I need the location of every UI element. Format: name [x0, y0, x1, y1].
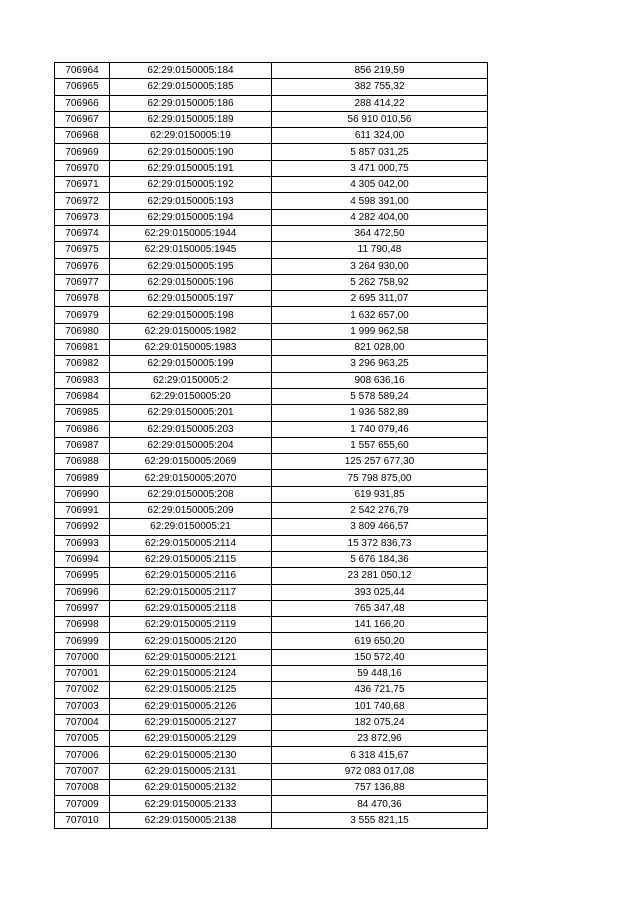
row-number-cell: 706969 — [55, 144, 110, 160]
table-row — [55, 682, 488, 698]
table-row — [55, 128, 488, 144]
cadastral-value-cell: 5 578 589,24 — [272, 388, 488, 404]
cadastral-value-cell: 23 281 050,12 — [272, 568, 488, 584]
row-number-cell: 707010 — [55, 812, 110, 828]
cadastral-value-cell: 23 872,96 — [272, 731, 488, 747]
cadastral-value-cell: 5 262 758,92 — [272, 274, 488, 290]
table-row — [55, 356, 488, 372]
row-number-cell: 706971 — [55, 177, 110, 193]
table-row — [55, 388, 488, 404]
cadastral-number-cell: 62:29:0150005:2131 — [110, 763, 272, 779]
table-row — [55, 372, 488, 388]
cadastral-value-cell: 364 472,50 — [272, 225, 488, 241]
cadastral-number-cell: 62:29:0150005:189 — [110, 111, 272, 127]
cadastral-value-cell: 4 282 404,00 — [272, 209, 488, 225]
cadastral-value-cell: 2 542 276,79 — [272, 503, 488, 519]
table-row — [55, 225, 488, 241]
table-row — [55, 95, 488, 111]
table-row — [55, 731, 488, 747]
row-number-cell: 706991 — [55, 503, 110, 519]
cadastral-number-cell: 62:29:0150005:2127 — [110, 714, 272, 730]
row-number-cell: 706965 — [55, 79, 110, 95]
table-row — [55, 177, 488, 193]
cadastral-value-cell: 125 257 677,30 — [272, 454, 488, 470]
cadastral-number-cell: 62:29:0150005:2130 — [110, 747, 272, 763]
row-number-cell: 706964 — [55, 63, 110, 79]
cadastral-number-cell: 62:29:0150005:204 — [110, 437, 272, 453]
row-number-cell: 706989 — [55, 470, 110, 486]
cadastral-value-cell: 757 136,88 — [272, 780, 488, 796]
row-number-cell: 706984 — [55, 388, 110, 404]
row-number-cell: 706995 — [55, 568, 110, 584]
cadastral-number-cell: 62:29:0150005:2132 — [110, 780, 272, 796]
row-number-cell: 706978 — [55, 291, 110, 307]
cadastral-number-cell: 62:29:0150005:19 — [110, 128, 272, 144]
cadastral-number-cell: 62:29:0150005:2121 — [110, 649, 272, 665]
cadastral-number-cell: 62:29:0150005:185 — [110, 79, 272, 95]
table-row — [55, 79, 488, 95]
cadastral-number-cell: 62:29:0150005:195 — [110, 258, 272, 274]
row-number-cell: 706968 — [55, 128, 110, 144]
cadastral-value-cell: 2 695 311,07 — [272, 291, 488, 307]
cadastral-value-cell: 150 572,40 — [272, 649, 488, 665]
table-row — [55, 486, 488, 502]
cadastral-value-cell: 3 264 930,00 — [272, 258, 488, 274]
row-number-cell: 706998 — [55, 617, 110, 633]
table-row — [55, 144, 488, 160]
cadastral-value-cell: 1 557 655,60 — [272, 437, 488, 453]
cadastral-value-cell: 75 798 875,00 — [272, 470, 488, 486]
row-number-cell: 706988 — [55, 454, 110, 470]
table-row — [55, 470, 488, 486]
table-body — [55, 63, 488, 829]
cadastral-number-cell: 62:29:0150005:184 — [110, 63, 272, 79]
cadastral-number-cell: 62:29:0150005:2115 — [110, 551, 272, 567]
row-number-cell: 706973 — [55, 209, 110, 225]
cadastral-number-cell: 62:29:0150005:2129 — [110, 731, 272, 747]
cadastral-number-cell: 62:29:0150005:2069 — [110, 454, 272, 470]
cadastral-number-cell: 62:29:0150005:193 — [110, 193, 272, 209]
row-number-cell: 706970 — [55, 160, 110, 176]
cadastral-value-cell: 619 650,20 — [272, 633, 488, 649]
table-row — [55, 747, 488, 763]
cadastral-number-cell: 62:29:0150005:20 — [110, 388, 272, 404]
row-number-cell: 707001 — [55, 665, 110, 681]
table-row — [55, 258, 488, 274]
table-row — [55, 584, 488, 600]
row-number-cell: 707005 — [55, 731, 110, 747]
table-row — [55, 519, 488, 535]
table-row — [55, 193, 488, 209]
row-number-cell: 707000 — [55, 649, 110, 665]
cadastral-value-cell: 1 936 582,89 — [272, 405, 488, 421]
row-number-cell: 706980 — [55, 323, 110, 339]
table-row — [55, 568, 488, 584]
cadastral-number-cell: 62:29:0150005:2117 — [110, 584, 272, 600]
table-row — [55, 209, 488, 225]
table-row — [55, 812, 488, 828]
row-number-cell: 706986 — [55, 421, 110, 437]
cadastral-value-cell: 3 471 000,75 — [272, 160, 488, 176]
table-row — [55, 111, 488, 127]
table-row — [55, 698, 488, 714]
cadastral-value-table — [54, 62, 488, 829]
cadastral-number-cell: 62:29:0150005:2118 — [110, 600, 272, 616]
cadastral-number-cell: 62:29:0150005:1944 — [110, 225, 272, 241]
cadastral-number-cell: 62:29:0150005:208 — [110, 486, 272, 502]
row-number-cell: 706976 — [55, 258, 110, 274]
row-number-cell: 706975 — [55, 242, 110, 258]
table-row — [55, 780, 488, 796]
table-row — [55, 405, 488, 421]
cadastral-value-cell: 821 028,00 — [272, 340, 488, 356]
table-row — [55, 665, 488, 681]
cadastral-number-cell: 62:29:0150005:196 — [110, 274, 272, 290]
table-row — [55, 160, 488, 176]
table-row — [55, 535, 488, 551]
table-row — [55, 340, 488, 356]
table-row — [55, 633, 488, 649]
cadastral-number-cell: 62:29:0150005:186 — [110, 95, 272, 111]
row-number-cell: 706983 — [55, 372, 110, 388]
row-number-cell: 706977 — [55, 274, 110, 290]
table-row — [55, 242, 488, 258]
row-number-cell: 706999 — [55, 633, 110, 649]
row-number-cell: 707002 — [55, 682, 110, 698]
row-number-cell: 706997 — [55, 600, 110, 616]
cadastral-value-cell: 856 219,59 — [272, 63, 488, 79]
row-number-cell: 707009 — [55, 796, 110, 812]
cadastral-value-cell: 288 414,22 — [272, 95, 488, 111]
cadastral-number-cell: 62:29:0150005:2126 — [110, 698, 272, 714]
table-row — [55, 796, 488, 812]
cadastral-number-cell: 62:29:0150005:2124 — [110, 665, 272, 681]
cadastral-number-cell: 62:29:0150005:191 — [110, 160, 272, 176]
cadastral-value-cell: 5 676 184,36 — [272, 551, 488, 567]
cadastral-value-cell: 1 740 079,46 — [272, 421, 488, 437]
table-row — [55, 551, 488, 567]
cadastral-value-cell: 15 372 836,73 — [272, 535, 488, 551]
cadastral-value-cell: 3 809 466,57 — [272, 519, 488, 535]
table-row — [55, 714, 488, 730]
table-row — [55, 649, 488, 665]
table-row — [55, 503, 488, 519]
table-row — [55, 454, 488, 470]
cadastral-number-cell: 62:29:0150005:190 — [110, 144, 272, 160]
table-row — [55, 274, 488, 290]
cadastral-value-cell: 382 755,32 — [272, 79, 488, 95]
cadastral-number-cell: 62:29:0150005:199 — [110, 356, 272, 372]
cadastral-number-cell: 62:29:0150005:2120 — [110, 633, 272, 649]
cadastral-number-cell: 62:29:0150005:1982 — [110, 323, 272, 339]
cadastral-number-cell: 62:29:0150005:2070 — [110, 470, 272, 486]
cadastral-number-cell: 62:29:0150005:194 — [110, 209, 272, 225]
cadastral-value-cell: 3 296 963,25 — [272, 356, 488, 372]
cadastral-value-cell: 5 857 031,25 — [272, 144, 488, 160]
cadastral-value-cell: 436 721,75 — [272, 682, 488, 698]
table-row — [55, 763, 488, 779]
cadastral-value-cell: 101 740,68 — [272, 698, 488, 714]
table-row — [55, 421, 488, 437]
cadastral-value-cell: 1 632 657,00 — [272, 307, 488, 323]
table-row — [55, 617, 488, 633]
row-number-cell: 706987 — [55, 437, 110, 453]
cadastral-number-cell: 62:29:0150005:203 — [110, 421, 272, 437]
cadastral-number-cell: 62:29:0150005:2114 — [110, 535, 272, 551]
cadastral-number-cell: 62:29:0150005:1983 — [110, 340, 272, 356]
row-number-cell: 706966 — [55, 95, 110, 111]
cadastral-value-cell: 56 910 010,56 — [272, 111, 488, 127]
cadastral-number-cell: 62:29:0150005:2133 — [110, 796, 272, 812]
row-number-cell: 706967 — [55, 111, 110, 127]
row-number-cell: 707004 — [55, 714, 110, 730]
cadastral-value-cell: 765 347,48 — [272, 600, 488, 616]
row-number-cell: 706993 — [55, 535, 110, 551]
cadastral-value-cell: 59 448,16 — [272, 665, 488, 681]
cadastral-number-cell: 62:29:0150005:2119 — [110, 617, 272, 633]
cadastral-number-cell: 62:29:0150005:192 — [110, 177, 272, 193]
cadastral-number-cell: 62:29:0150005:2138 — [110, 812, 272, 828]
row-number-cell: 706996 — [55, 584, 110, 600]
row-number-cell: 707006 — [55, 747, 110, 763]
cadastral-value-cell: 141 166,20 — [272, 617, 488, 633]
cadastral-number-cell: 62:29:0150005:21 — [110, 519, 272, 535]
table-row — [55, 323, 488, 339]
table-row — [55, 307, 488, 323]
row-number-cell: 706974 — [55, 225, 110, 241]
row-number-cell: 707007 — [55, 763, 110, 779]
row-number-cell: 706981 — [55, 340, 110, 356]
cadastral-number-cell: 62:29:0150005:2125 — [110, 682, 272, 698]
row-number-cell: 707003 — [55, 698, 110, 714]
cadastral-number-cell: 62:29:0150005:201 — [110, 405, 272, 421]
row-number-cell: 706985 — [55, 405, 110, 421]
cadastral-number-cell: 62:29:0150005:2116 — [110, 568, 272, 584]
cadastral-value-cell: 908 636,16 — [272, 372, 488, 388]
row-number-cell: 706972 — [55, 193, 110, 209]
table-row — [55, 63, 488, 79]
row-number-cell: 707008 — [55, 780, 110, 796]
cadastral-value-cell: 182 075,24 — [272, 714, 488, 730]
cadastral-value-cell: 3 555 821,15 — [272, 812, 488, 828]
row-number-cell: 706982 — [55, 356, 110, 372]
cadastral-value-cell: 611 324,00 — [272, 128, 488, 144]
row-number-cell: 706979 — [55, 307, 110, 323]
cadastral-number-cell: 62:29:0150005:209 — [110, 503, 272, 519]
cadastral-number-cell: 62:29:0150005:197 — [110, 291, 272, 307]
cadastral-value-cell: 393 025,44 — [272, 584, 488, 600]
cadastral-value-cell: 1 999 962,58 — [272, 323, 488, 339]
cadastral-number-cell: 62:29:0150005:1945 — [110, 242, 272, 258]
cadastral-number-cell: 62:29:0150005:198 — [110, 307, 272, 323]
cadastral-value-cell: 619 931,85 — [272, 486, 488, 502]
row-number-cell: 706994 — [55, 551, 110, 567]
cadastral-value-cell: 11 790,48 — [272, 242, 488, 258]
cadastral-value-cell: 84 470,36 — [272, 796, 488, 812]
cadastral-value-cell: 4 305 042,00 — [272, 177, 488, 193]
cadastral-value-cell: 4 598 391,00 — [272, 193, 488, 209]
row-number-cell: 706992 — [55, 519, 110, 535]
cadastral-value-cell: 6 318 415,67 — [272, 747, 488, 763]
table-row — [55, 437, 488, 453]
row-number-cell: 706990 — [55, 486, 110, 502]
cadastral-value-cell: 972 083 017,08 — [272, 763, 488, 779]
cadastral-number-cell: 62:29:0150005:2 — [110, 372, 272, 388]
table-row — [55, 291, 488, 307]
table-row — [55, 600, 488, 616]
